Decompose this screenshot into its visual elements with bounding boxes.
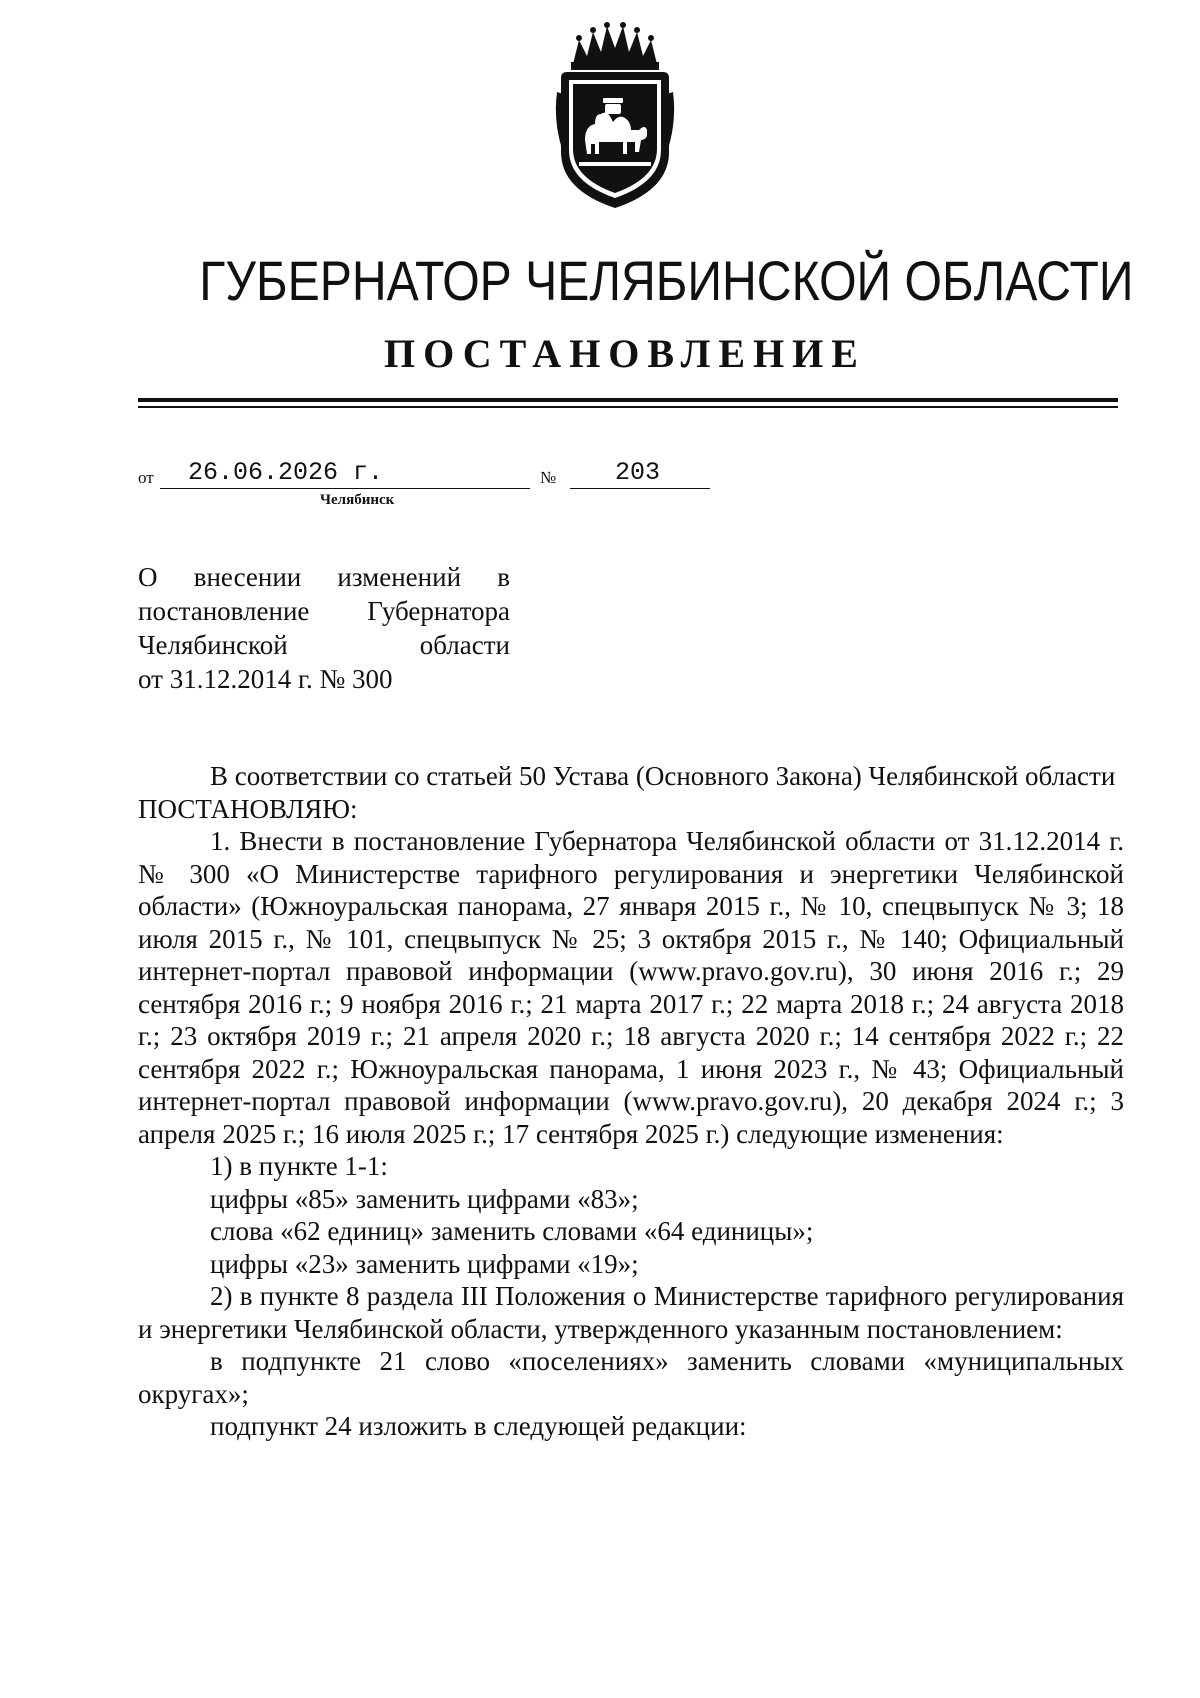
subitem-2a-paragraph: в подпункте 21 слово «поселениях» заменить словами «муниципальных округах»; — [138, 1346, 1124, 1409]
header-rule-thin — [138, 406, 1118, 408]
subitem-2b-paragraph: подпункт 24 изложить в следующей редакции: — [210, 1411, 747, 1441]
document-subject — [138, 560, 510, 696]
document-date: 26.06.2026 г. — [160, 458, 530, 489]
number-label: № — [540, 468, 557, 487]
subitem-1c-paragraph: цифры «23» заменить цифрами «19»; — [210, 1248, 639, 1279]
subject-line: от 31.12.2014 г. № 300 — [138, 664, 393, 694]
subitem-1b-paragraph: слова «62 единиц» заменить словами «64 единицы»; — [210, 1216, 814, 1246]
subitem-1-paragraph: 1) в пункте 1-1: — [210, 1151, 388, 1181]
date-number-line — [138, 458, 661, 488]
preamble-paragraph: В соответствии со статьей 50 Устава (Основного Закона) Челябинской области — [210, 761, 1116, 791]
subitem-1a-paragraph: цифры «85» заменить цифрами «83»; — [210, 1183, 639, 1214]
document-type: ПОСТАНОВЛЕНИЕ — [384, 331, 866, 376]
item-1-paragraph: 1. Внести в постановление Губернатора Челябинской области от 31.12.2014 г. № 300 «О Министерстве тарифного регулирования и энергетики Челябинской области» (Южноуральская панорама, 27 января 2015 г., № 10, спецвыпуск № 3; 18 июля 2015 г., № 101, спецвыпуск № 25; 3 октября 2015 г., № 140; Официальный интернет-портал правовой информации (www.pravo.gov.ru), 30 июня 2016 г.; 29 сентября 2016 г.; 9 ноября 2016 г.; 21 марта 2017 г.; 22 марта 2018 г.; 24 августа 2018 г.; 23 октября 2019 г.; 21 апреля 2020 г.; 18 августа 2020 г.; 14 сентября 2022 г.; 22 сентября 2022 г.; Южноуральская панорама, 1 июня 2023 г., № 43; Официальный интернет-портал правовой информации (www.pravo.gov.ru), 20 декабря 2024 г.; 3 апреля 2025 г.; 16 июля 2025 г.; 17 сентября 2025 г.) следующие изменения: — [138, 826, 1124, 1149]
document-body — [138, 760, 1124, 1443]
city: Челябинск — [320, 492, 395, 508]
chelyabinsk-coat-of-arms-icon — [555, 22, 675, 212]
resolve-heading: ПОСТАНОВЛЯЮ: — [138, 793, 358, 824]
header-rule-thick — [138, 398, 1118, 402]
issuing-authority: ГУБЕРНАТОР ЧЕЛЯБИНСКОЙ ОБЛАСТИ — [199, 249, 1134, 312]
document-number: 203 — [570, 458, 710, 489]
subitem-2-paragraph: 2) в пункте 8 раздела III Положения о Министерстве тарифного регулирования и энергетики Челябинской области, утвержденного указанным постановлением: — [138, 1281, 1124, 1344]
date-from-label: от — [138, 468, 154, 487]
subject-line: постановление Губернатора — [138, 596, 510, 626]
subject-line: О внесении изменений в — [138, 562, 510, 592]
subject-line: Челябинской области — [138, 630, 510, 660]
